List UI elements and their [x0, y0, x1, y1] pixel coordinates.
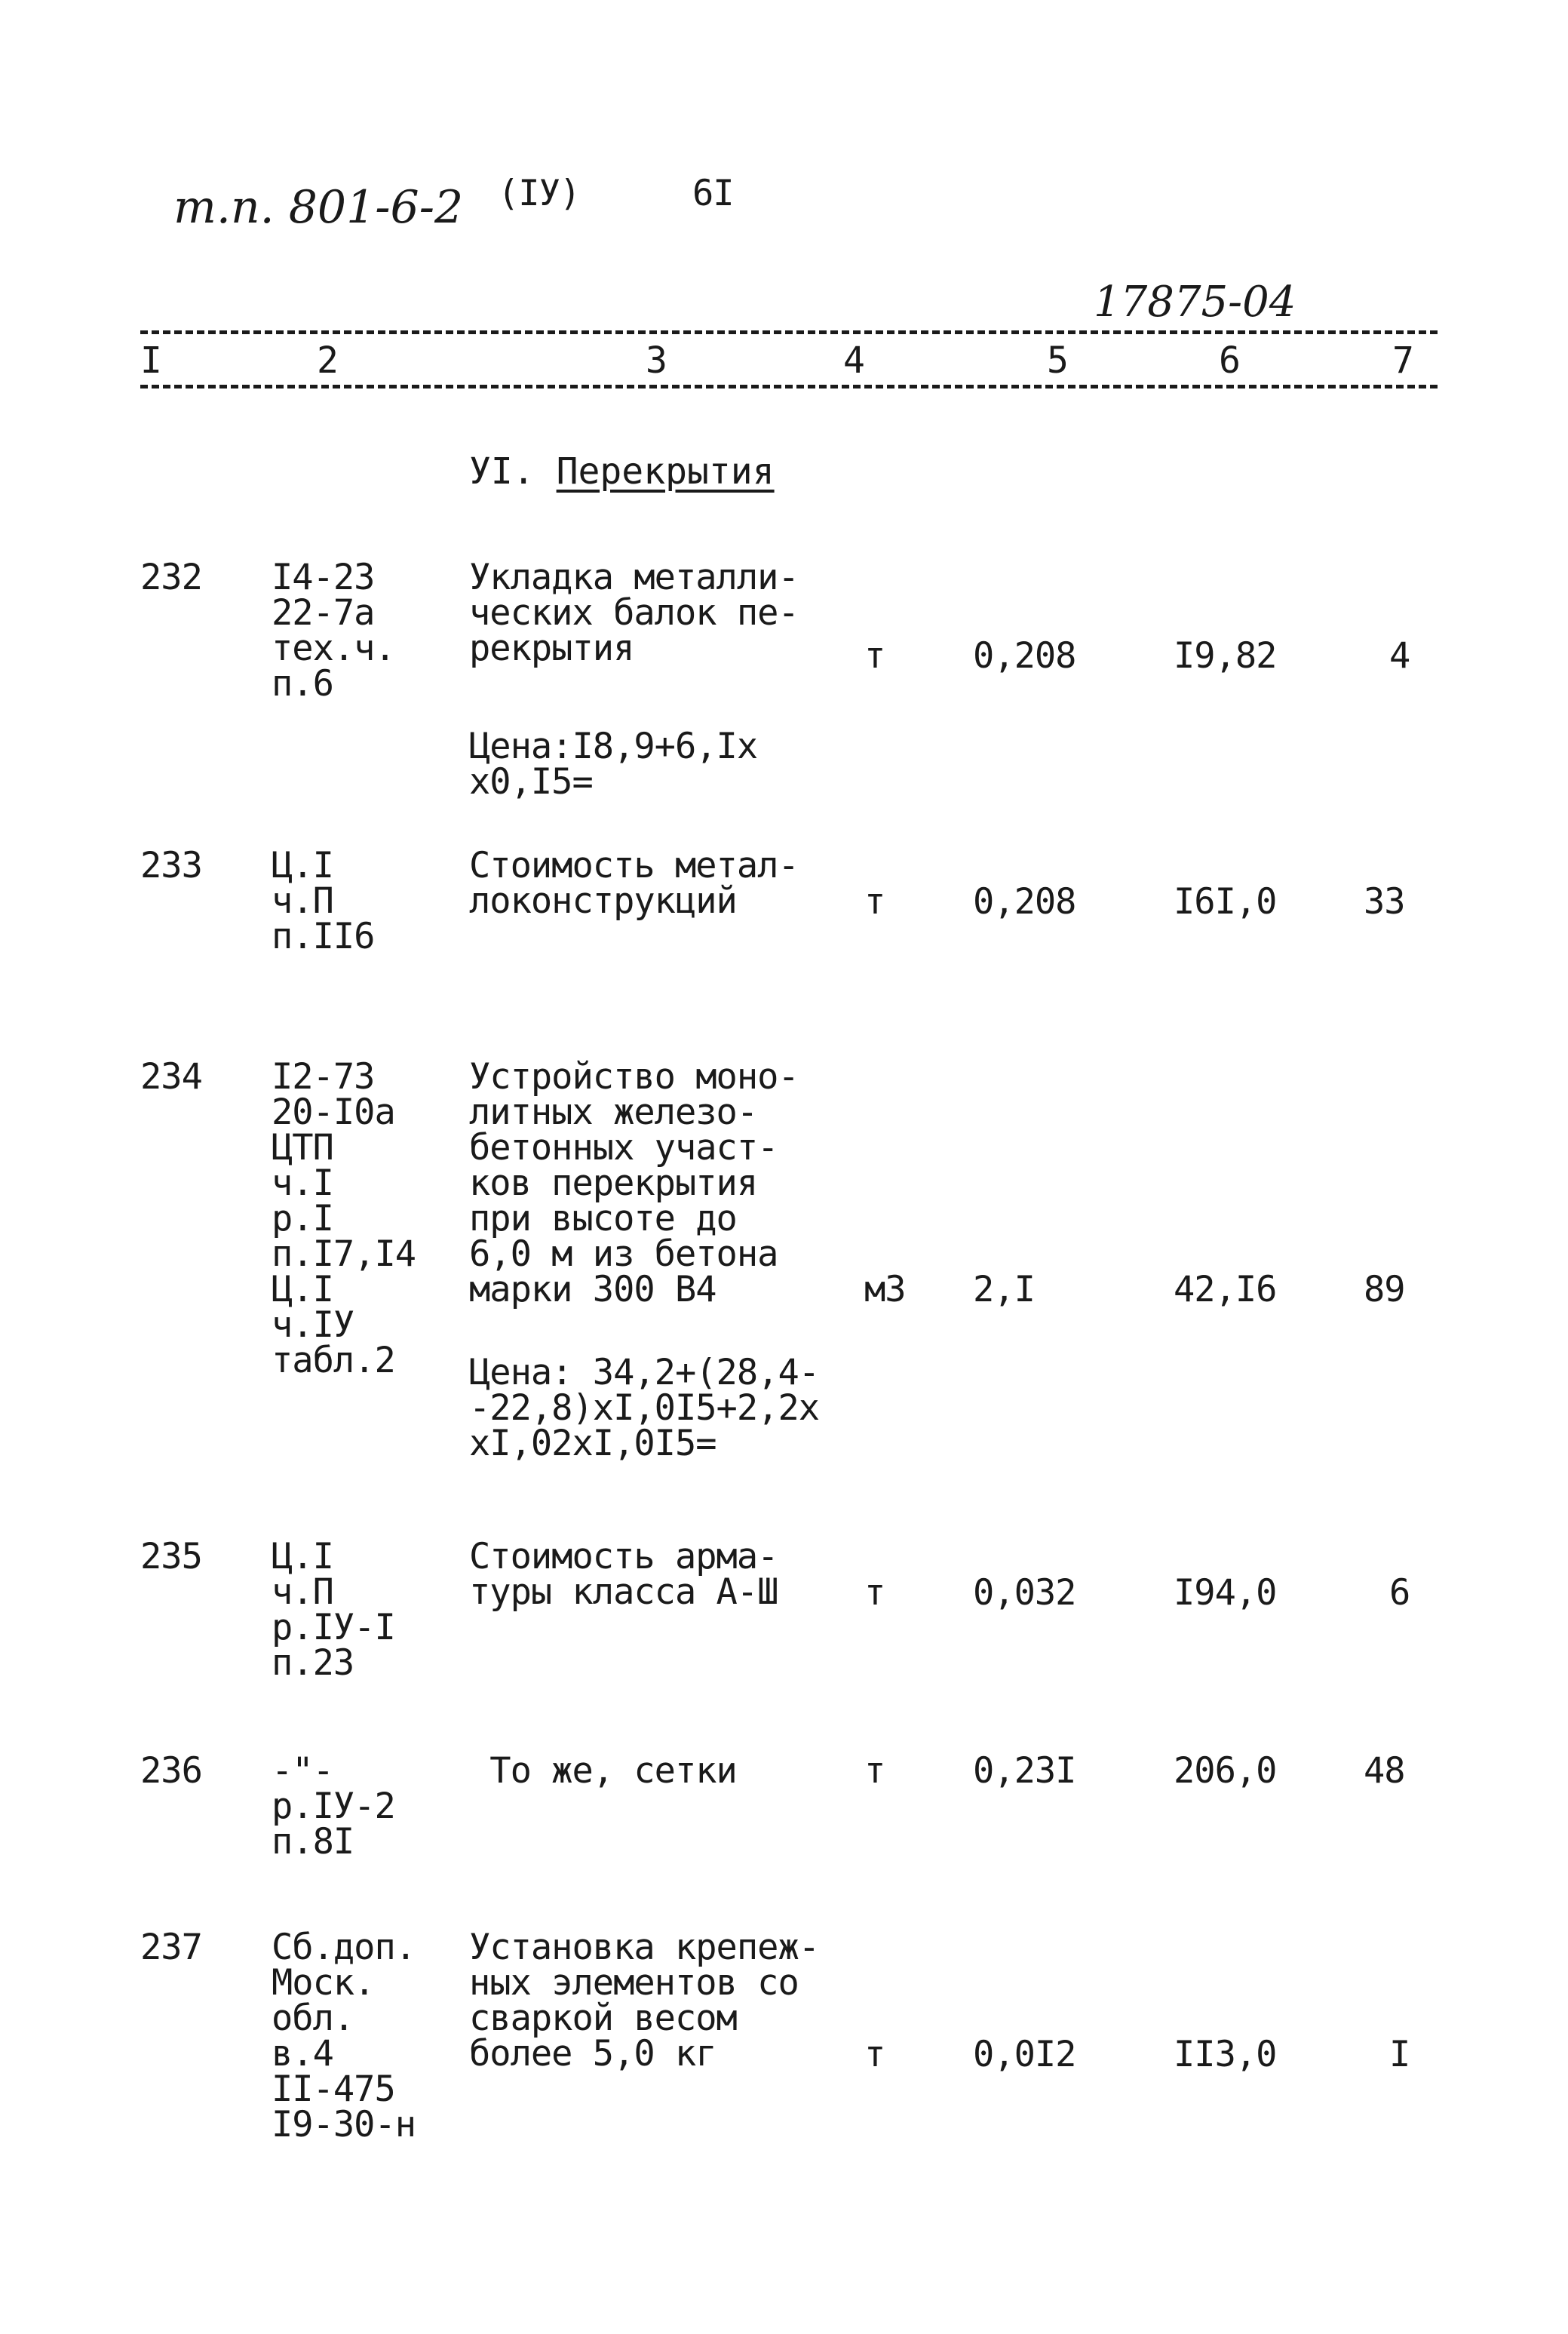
row-description: Устройство моно- литных железо- бетонных участ- ков перекрытия при высоте до 6,0 м из бетона марки 300 В4 — [469, 1056, 799, 1310]
row-price: 206,0 — [1174, 1750, 1277, 1792]
row-description: Стоимость метал- локонструкций — [469, 845, 799, 922]
page-number: 6I — [692, 173, 734, 214]
row-cost: 33 — [1364, 881, 1405, 923]
column-header-2: 2 — [317, 339, 339, 382]
row-cost: 48 — [1364, 1750, 1405, 1792]
row-description: Стоимость арма- туры класса А-Ш — [469, 1536, 778, 1613]
header-rule-top — [140, 330, 1438, 334]
row-reference: Сб.доп. Моск. обл. в.4 II-475 I9-30-н — [272, 1927, 416, 2145]
row-number: 233 — [140, 845, 202, 886]
archive-number: 17875-04 — [1094, 278, 1296, 327]
section-name: Перекрытия — [556, 450, 775, 493]
row-description: Установка крепеж- ных элементов со сваркой весом более 5,0 кг — [469, 1927, 820, 2074]
row-cost: 6 — [1389, 1572, 1410, 1614]
column-header-5: 5 — [1047, 339, 1069, 382]
row-number: 235 — [140, 1536, 202, 1577]
row-price: I6I,0 — [1174, 881, 1277, 923]
row-number: 232 — [140, 557, 202, 598]
row-number: 234 — [140, 1056, 202, 1098]
row-description: То же, сетки — [469, 1750, 737, 1792]
row-price: 42,I6 — [1174, 1269, 1277, 1310]
column-header-3: 3 — [646, 339, 667, 382]
row-cost: I — [1389, 2034, 1410, 2075]
column-header-6: 6 — [1219, 339, 1241, 382]
row-quantity: 0,0I2 — [973, 2034, 1076, 2075]
row-price: I94,0 — [1174, 1572, 1277, 1614]
row-reference: Ц.I ч.П р.IУ-I п.23 — [272, 1536, 395, 1684]
row-quantity: 2,I — [973, 1269, 1035, 1310]
row-reference: I2-73 20-I0а ЦТП ч.I р.I п.I7,I4 Ц.I ч.IУ табл.2 — [272, 1056, 416, 1381]
row-quantity: 0,208 — [973, 881, 1076, 923]
row-quantity: 0,23I — [973, 1750, 1076, 1792]
row-number: 237 — [140, 1927, 202, 1968]
row-cost: 89 — [1364, 1269, 1405, 1310]
row-quantity: 0,032 — [973, 1572, 1076, 1614]
row-price-note: Цена:I8,9+6,Iх х0,I5= — [469, 726, 758, 803]
row-unit: т — [864, 2034, 885, 2075]
document-code: т.п. 801-6-2 — [173, 181, 464, 234]
row-reference: -"- р.IУ-2 п.8I — [272, 1750, 395, 1863]
row-cost: 4 — [1389, 635, 1410, 677]
row-quantity: 0,208 — [973, 635, 1076, 677]
row-reference: I4-23 22-7а тех.ч. п.6 — [272, 557, 395, 705]
row-price-note: Цена: 34,2+(28,4- -22,8)хI,0I5+2,2х хI,02хI,0I5= — [469, 1352, 820, 1464]
row-unit: т — [864, 881, 885, 923]
row-number: 236 — [140, 1750, 202, 1792]
row-unit: т — [864, 1572, 885, 1614]
column-header-4: 4 — [843, 339, 865, 382]
section-number: УI. — [469, 450, 535, 493]
row-price: II3,0 — [1174, 2034, 1277, 2075]
row-description: Укладка металли- ческих балок пе- рекрытия — [469, 557, 799, 669]
section-title — [469, 451, 775, 492]
document-part: (IУ) — [498, 173, 581, 214]
row-reference: Ц.I ч.П п.II6 — [272, 845, 375, 957]
row-unit: т — [864, 1750, 885, 1792]
row-price: I9,82 — [1174, 635, 1277, 677]
column-header-7: 7 — [1392, 339, 1414, 382]
row-unit: т — [864, 635, 885, 677]
row-unit: м3 — [864, 1269, 906, 1310]
column-header-1: I — [140, 339, 162, 382]
header-rule-bottom — [140, 385, 1438, 388]
